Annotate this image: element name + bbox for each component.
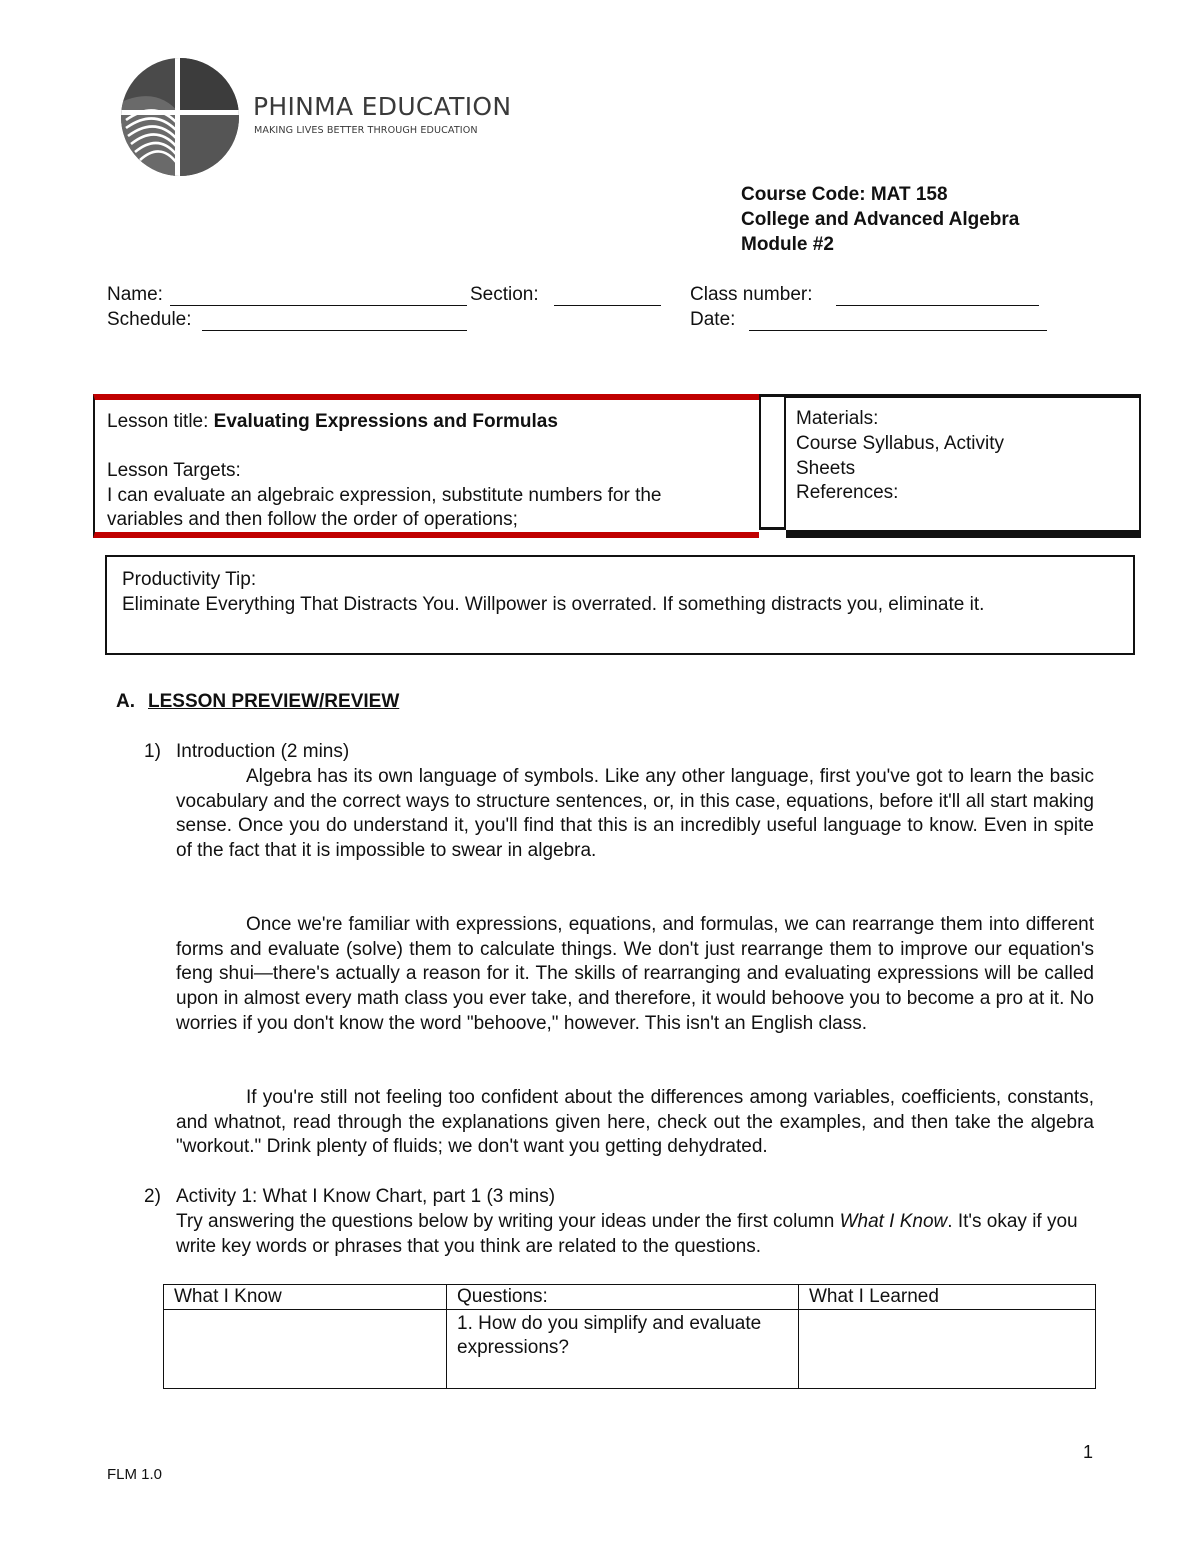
instruction-italic: What I Know bbox=[839, 1211, 948, 1232]
lesson-title-line bbox=[107, 410, 558, 435]
tip-text: Eliminate Everything That Distracts You. Willpower is overrated. If something distracts you, eliminate it. bbox=[122, 594, 985, 615]
lesson-box bbox=[93, 394, 759, 538]
table-row bbox=[164, 1310, 1096, 1389]
section-a-letter: A. bbox=[116, 691, 135, 712]
materials-label: Materials: bbox=[796, 408, 879, 429]
schedule-label: Schedule: bbox=[107, 309, 192, 330]
name-label: Name: bbox=[107, 284, 163, 305]
question-cell: 1. How do you simplify and evaluate expressions? bbox=[447, 1310, 799, 1389]
lesson-targets-line1: I can evaluate an algebraic expression, substitute numbers for the bbox=[107, 485, 662, 506]
lesson-title-label: Lesson title: bbox=[107, 411, 214, 432]
activity-instruction bbox=[176, 1210, 1094, 1259]
materials-line1: Course Syllabus, Activity bbox=[796, 433, 1005, 454]
intro-paragraph-2-text: Once we're familiar with expressions, equations, and formulas, we can rearrange them into different forms and evaluate (solve) them to calculate things. We don't just rearrange them to improve our equation's feng shui—there's actually a reason for it. The skills of rearranging and evaluating expressions will be called upon in almost every math class you ever take, and therefore, it would behoove you to become a pro at it. No worries if you don't know the word "behoove," however. This isn't an English class. bbox=[176, 914, 1094, 1034]
course-title: College and Advanced Algebra bbox=[741, 209, 1020, 230]
page-number: 1 bbox=[1083, 1442, 1094, 1462]
instruction-text-start: Try answering the questions below by writing your ideas under the first column bbox=[176, 1211, 840, 1232]
materials-line2: Sheets bbox=[796, 458, 856, 479]
intro-paragraph-3 bbox=[176, 1086, 1094, 1160]
section-a-title: LESSON PREVIEW/REVIEW bbox=[148, 691, 400, 712]
section-field[interactable] bbox=[554, 305, 661, 306]
table-header-row bbox=[164, 1285, 1096, 1310]
intro-paragraph-1-text: Algebra has its own language of symbols. Like any other language, first you've got to learn the basic vocabulary and the correct ways to structure sentences, or, in this case, equations, before it'll all start making sense. Once you do understand it, you'll find that this is an incredibly useful language to know. Even in spite of the fact that it is impossible to swear in algebra. bbox=[176, 766, 1094, 862]
open-book-logo-icon bbox=[118, 56, 242, 178]
what-i-learned-cell[interactable] bbox=[799, 1310, 1096, 1389]
materials-box bbox=[786, 394, 1141, 538]
date-label: Date: bbox=[690, 309, 736, 330]
instruction-text-end: . It's okay if you write key words or phrases that you think are related to the questions. bbox=[176, 1211, 1078, 1257]
schedule-field[interactable] bbox=[202, 330, 467, 331]
header-what-i-know: What I Know bbox=[164, 1285, 447, 1310]
what-i-know-chart bbox=[163, 1284, 1096, 1389]
intro-paragraph-2 bbox=[176, 913, 1094, 1037]
logo-name: PHINMA EDUCATION bbox=[253, 92, 512, 121]
name-field[interactable] bbox=[170, 305, 467, 306]
class-number-label: Class number: bbox=[690, 284, 813, 305]
phinma-logo bbox=[118, 56, 518, 178]
logo-tagline: MAKING LIVES BETTER THROUGH EDUCATION bbox=[254, 125, 478, 136]
version-label: FLM 1.0 bbox=[107, 1466, 163, 1483]
header-questions: Questions: bbox=[447, 1285, 799, 1310]
tip-label: Productivity Tip: bbox=[122, 569, 257, 590]
lesson-title: Evaluating Expressions and Formulas bbox=[213, 411, 558, 432]
item1-number: 1) bbox=[144, 741, 161, 762]
module-number: Module #2 bbox=[741, 234, 834, 255]
intro-paragraph-1 bbox=[176, 765, 1094, 864]
lesson-targets-line2: variables and then follow the order of operations; bbox=[107, 509, 518, 530]
intro-paragraph-3-text: If you're still not feeling too confident about the differences among variables, coefficients, constants, and whatnot, read through the explanations given here, check out the examples, and then take the algebra "workout." Drink plenty of fluids; we don't want you getting dehydrated. bbox=[176, 1087, 1094, 1158]
date-field[interactable] bbox=[749, 330, 1047, 331]
course-code: Course Code: MAT 158 bbox=[741, 184, 948, 205]
lesson-targets-label: Lesson Targets: bbox=[107, 460, 241, 481]
section-label: Section: bbox=[470, 284, 539, 305]
box-divider bbox=[759, 394, 786, 530]
header-what-i-learned: What I Learned bbox=[799, 1285, 1096, 1310]
references-label: References: bbox=[796, 482, 899, 503]
item1-title: Introduction (2 mins) bbox=[176, 741, 350, 762]
what-i-know-cell[interactable] bbox=[164, 1310, 447, 1389]
item2-number: 2) bbox=[144, 1186, 161, 1207]
productivity-tip-box bbox=[105, 555, 1135, 655]
class-number-field[interactable] bbox=[836, 305, 1039, 306]
item2-title: Activity 1: What I Know Chart, part 1 (3 mins) bbox=[176, 1186, 556, 1207]
